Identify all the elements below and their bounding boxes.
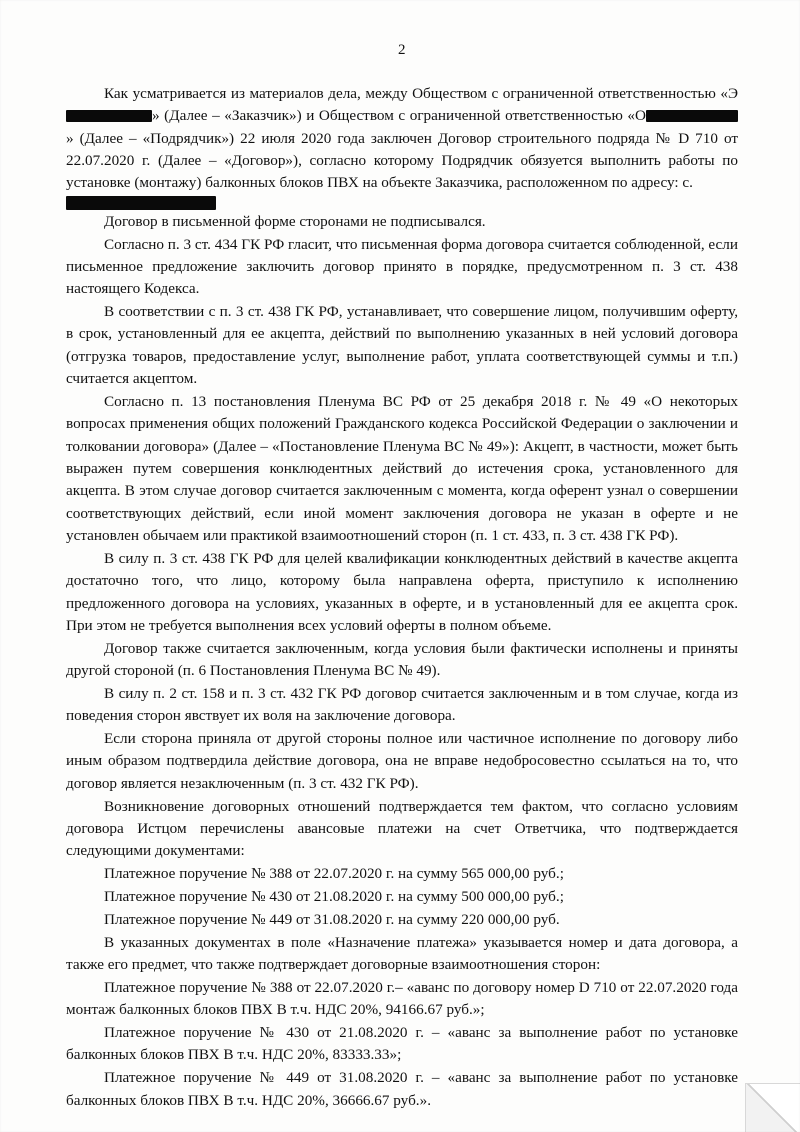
paragraph-1-text-c: » (Далее – «Подрядчик») 22 июля 2020 года заключен Договор строительного подряда № D 710 от 22.07.2020 г. (Далее – «Договор»), согласно которому Подрядчик обязуется выполнить работы по установке (монтажу) балконных блоков ПВХ на объекте Заказчика, расположенном по адресу: с. [66, 129, 738, 192]
paragraph-3: Согласно п. 3 ст. 434 ГК РФ гласит, что письменная форма договора считается соблюденной, если письменное предложение заключить договор принято в порядке, предусмотренном п. 3 ст. 438 настоящего Кодекса. [66, 235, 738, 298]
page-number: 2 [398, 42, 406, 58]
paragraph-8: В силу п. 2 ст. 158 и п. 3 ст. 432 ГК РФ договор считается заключенным и в том случае, когда из поведения сторон явствует их воля на заключение договора. [66, 684, 738, 725]
payment-order-449-purpose: Платежное поручение № 449 от 31.08.2020 г. – «аванс за выполнение работ по установке балконных блоков ПВХ В т.ч. НДС 20%, 36666.67 руб.». [66, 1069, 738, 1109]
redaction-address [66, 196, 216, 210]
paragraph-10: Возникновение договорных отношений подтверждается тем фактом, что согласно условиям договора Истцом перечислены авансовые платежи на счет Ответчика, что подтверждается следующими документами: [66, 797, 738, 860]
redaction-company-1 [66, 110, 152, 122]
payment-order-388-purpose: Платежное поручение № 388 от 22.07.2020 г.– «аванс по договору номер D 710 от 22.07.2020 года монтаж балконных блоков ПВХ В т.ч. НДС 20%, 94166.67 руб.»; [66, 978, 738, 1019]
payment-order-388-summary: Платежное поручение № 388 от 22.07.2020 г. на сумму 565 000,00 руб.; [104, 865, 564, 883]
paragraph-1-text-a: Как усматривается из материалов дела, между Обществом с ограниченной ответственностью «Э [104, 85, 738, 102]
paragraph-1 [66, 83, 738, 210]
document-body [66, 83, 738, 1112]
page-corner-fold [745, 1083, 800, 1132]
paragraph-14: В указанных документах в поле «Назначение платежа» указывается номер и дата договора, а также его предмет, что также подтверждает договорные взаимоотношения сторон: [66, 933, 738, 974]
payment-order-430-summary: Платежное поручение № 430 от 21.08.2020 г. на сумму 500 000,00 руб.; [104, 888, 564, 906]
paragraph-2: Договор в письменной форме сторонами не подписывался. [104, 212, 486, 230]
redaction-company-2 [646, 110, 738, 122]
paragraph-7: Договор также считается заключенным, когда условия были фактически исполнены и приняты другой стороной (п. 6 Постановления Пленума ВС № 49). [66, 639, 738, 680]
payment-order-430-purpose: Платежное поручение № 430 от 21.08.2020 г. – «аванс за выполнение работ по установке балконных блоков ПВХ В т.ч. НДС 20%, 83333.33»; [66, 1024, 738, 1064]
paragraph-5: Согласно п. 13 постановления Пленума ВС РФ от 25 декабря 2018 г. № 49 «О некоторых вопросах применения общих положений Гражданского кодекса Российской Федерации о заключении и толковании договора» (Далее – «Постановление Пленума ВС № 49»): Акцепт, в частности, может быть выражен путем совершения конклюдентных действий до истечения срока, установленного для акцепта. В этом случае договор считается заключенным с момента, когда оферент узнал о совершении соответствующих действий, если иной момент заключения договора не указан в оферте и не установлен обычаем или практикой взаимоотношений сторон (п. 1 ст. 433, п. 3 ст. 438 ГК РФ). [66, 392, 738, 545]
paragraph-4: В соответствии с п. 3 ст. 438 ГК РФ, устанавливает, что совершение лицом, получившим оферту, в срок, установленный для ее акцепта, действий по выполнению указанных в ней условий договора (отгрузка товаров, предоставление услуг, выполнение работ, уплата соответствующей суммы и т.п.) считается акцептом. [66, 303, 738, 388]
paragraph-6: В силу п. 3 ст. 438 ГК РФ для целей квалификации конклюдентных действий в качестве акцепта достаточно того, что лицо, которому была направлена оферта, приступило к исполнению предложенного договора на условиях, указанных в оферте, и в установленный для ее акцепта срок. При этом не требуется выполнения всех условий оферты в полном объеме. [66, 549, 738, 634]
paragraph-1-text-b: » (Далее – «Заказчик») и Обществом с ограниченной ответственностью «О [152, 107, 646, 125]
paragraph-9: Если сторона приняла от другой стороны полное или частичное исполнение по договору либо иным образом подтвердила действие договора, она не вправе недобросовестно ссылаться на то, что договор является незаключенным (п. 3 ст. 432 ГК РФ). [66, 730, 738, 792]
payment-order-449-summary: Платежное поручение № 449 от 31.08.2020 г. на сумму 220 000,00 руб. [104, 910, 560, 928]
